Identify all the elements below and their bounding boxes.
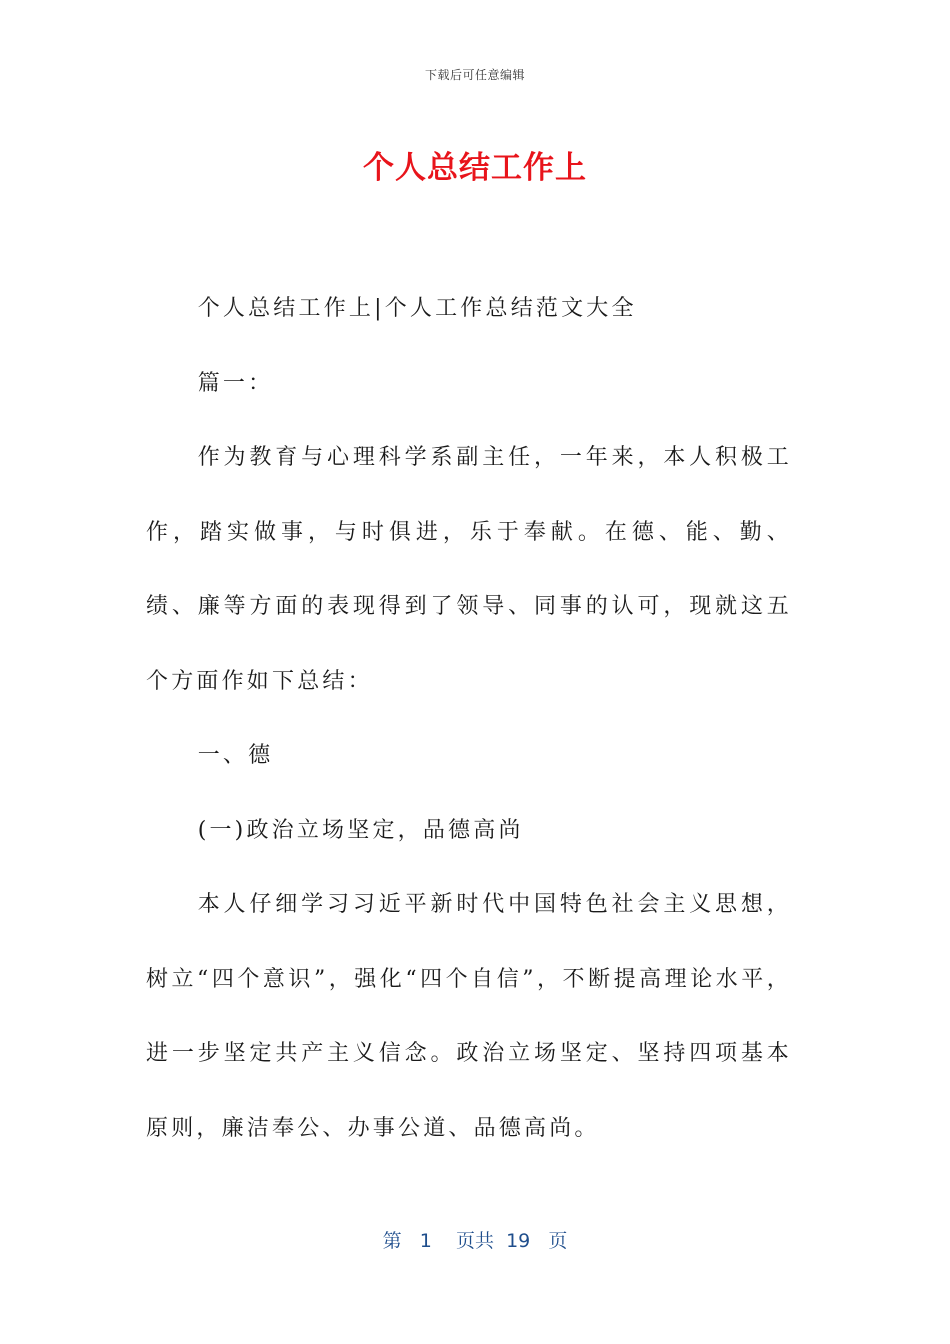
footer-suffix: 页	[548, 1230, 568, 1252]
paragraph-intro: 作为教育与心理科学系副主任，一年来，本人积极工作，踏实做事，与时俱进，乐于奉献。在德、能、勤、绩、廉等方面的表现得到了领导、同事的认可，现就这五个方面作如下总结：	[146, 445, 792, 694]
paragraph-subheading: (一)政治立场坚定，品德高尚	[197, 817, 524, 843]
footer-prefix: 第	[382, 1230, 402, 1252]
document-body	[146, 272, 792, 1166]
paragraph-subtitle: 个人总结工作上|个人工作总结范文大全	[197, 296, 637, 321]
paragraph-section-label: 篇一：	[197, 370, 274, 396]
paragraph-heading-de: 一、德	[197, 743, 274, 768]
header-note: 下载后可任意编辑	[424, 68, 525, 82]
footer-current-page: 1	[419, 1230, 432, 1252]
document-title: 个人总结工作上	[363, 150, 587, 186]
footer-total-pages: 19	[506, 1230, 531, 1252]
page-footer	[0, 1226, 950, 1253]
paragraph-content: 本人仔细学习习近平新时代中国特色社会主义思想，树立“四个意识”，强化“四个自信”，不断提高理论水平，进一步坚定共产主义信念。政治立场坚定、坚持四项基本原则，廉洁奉公、办事公道、品德高尚。	[146, 892, 792, 1141]
footer-middle: 页共	[455, 1230, 494, 1252]
